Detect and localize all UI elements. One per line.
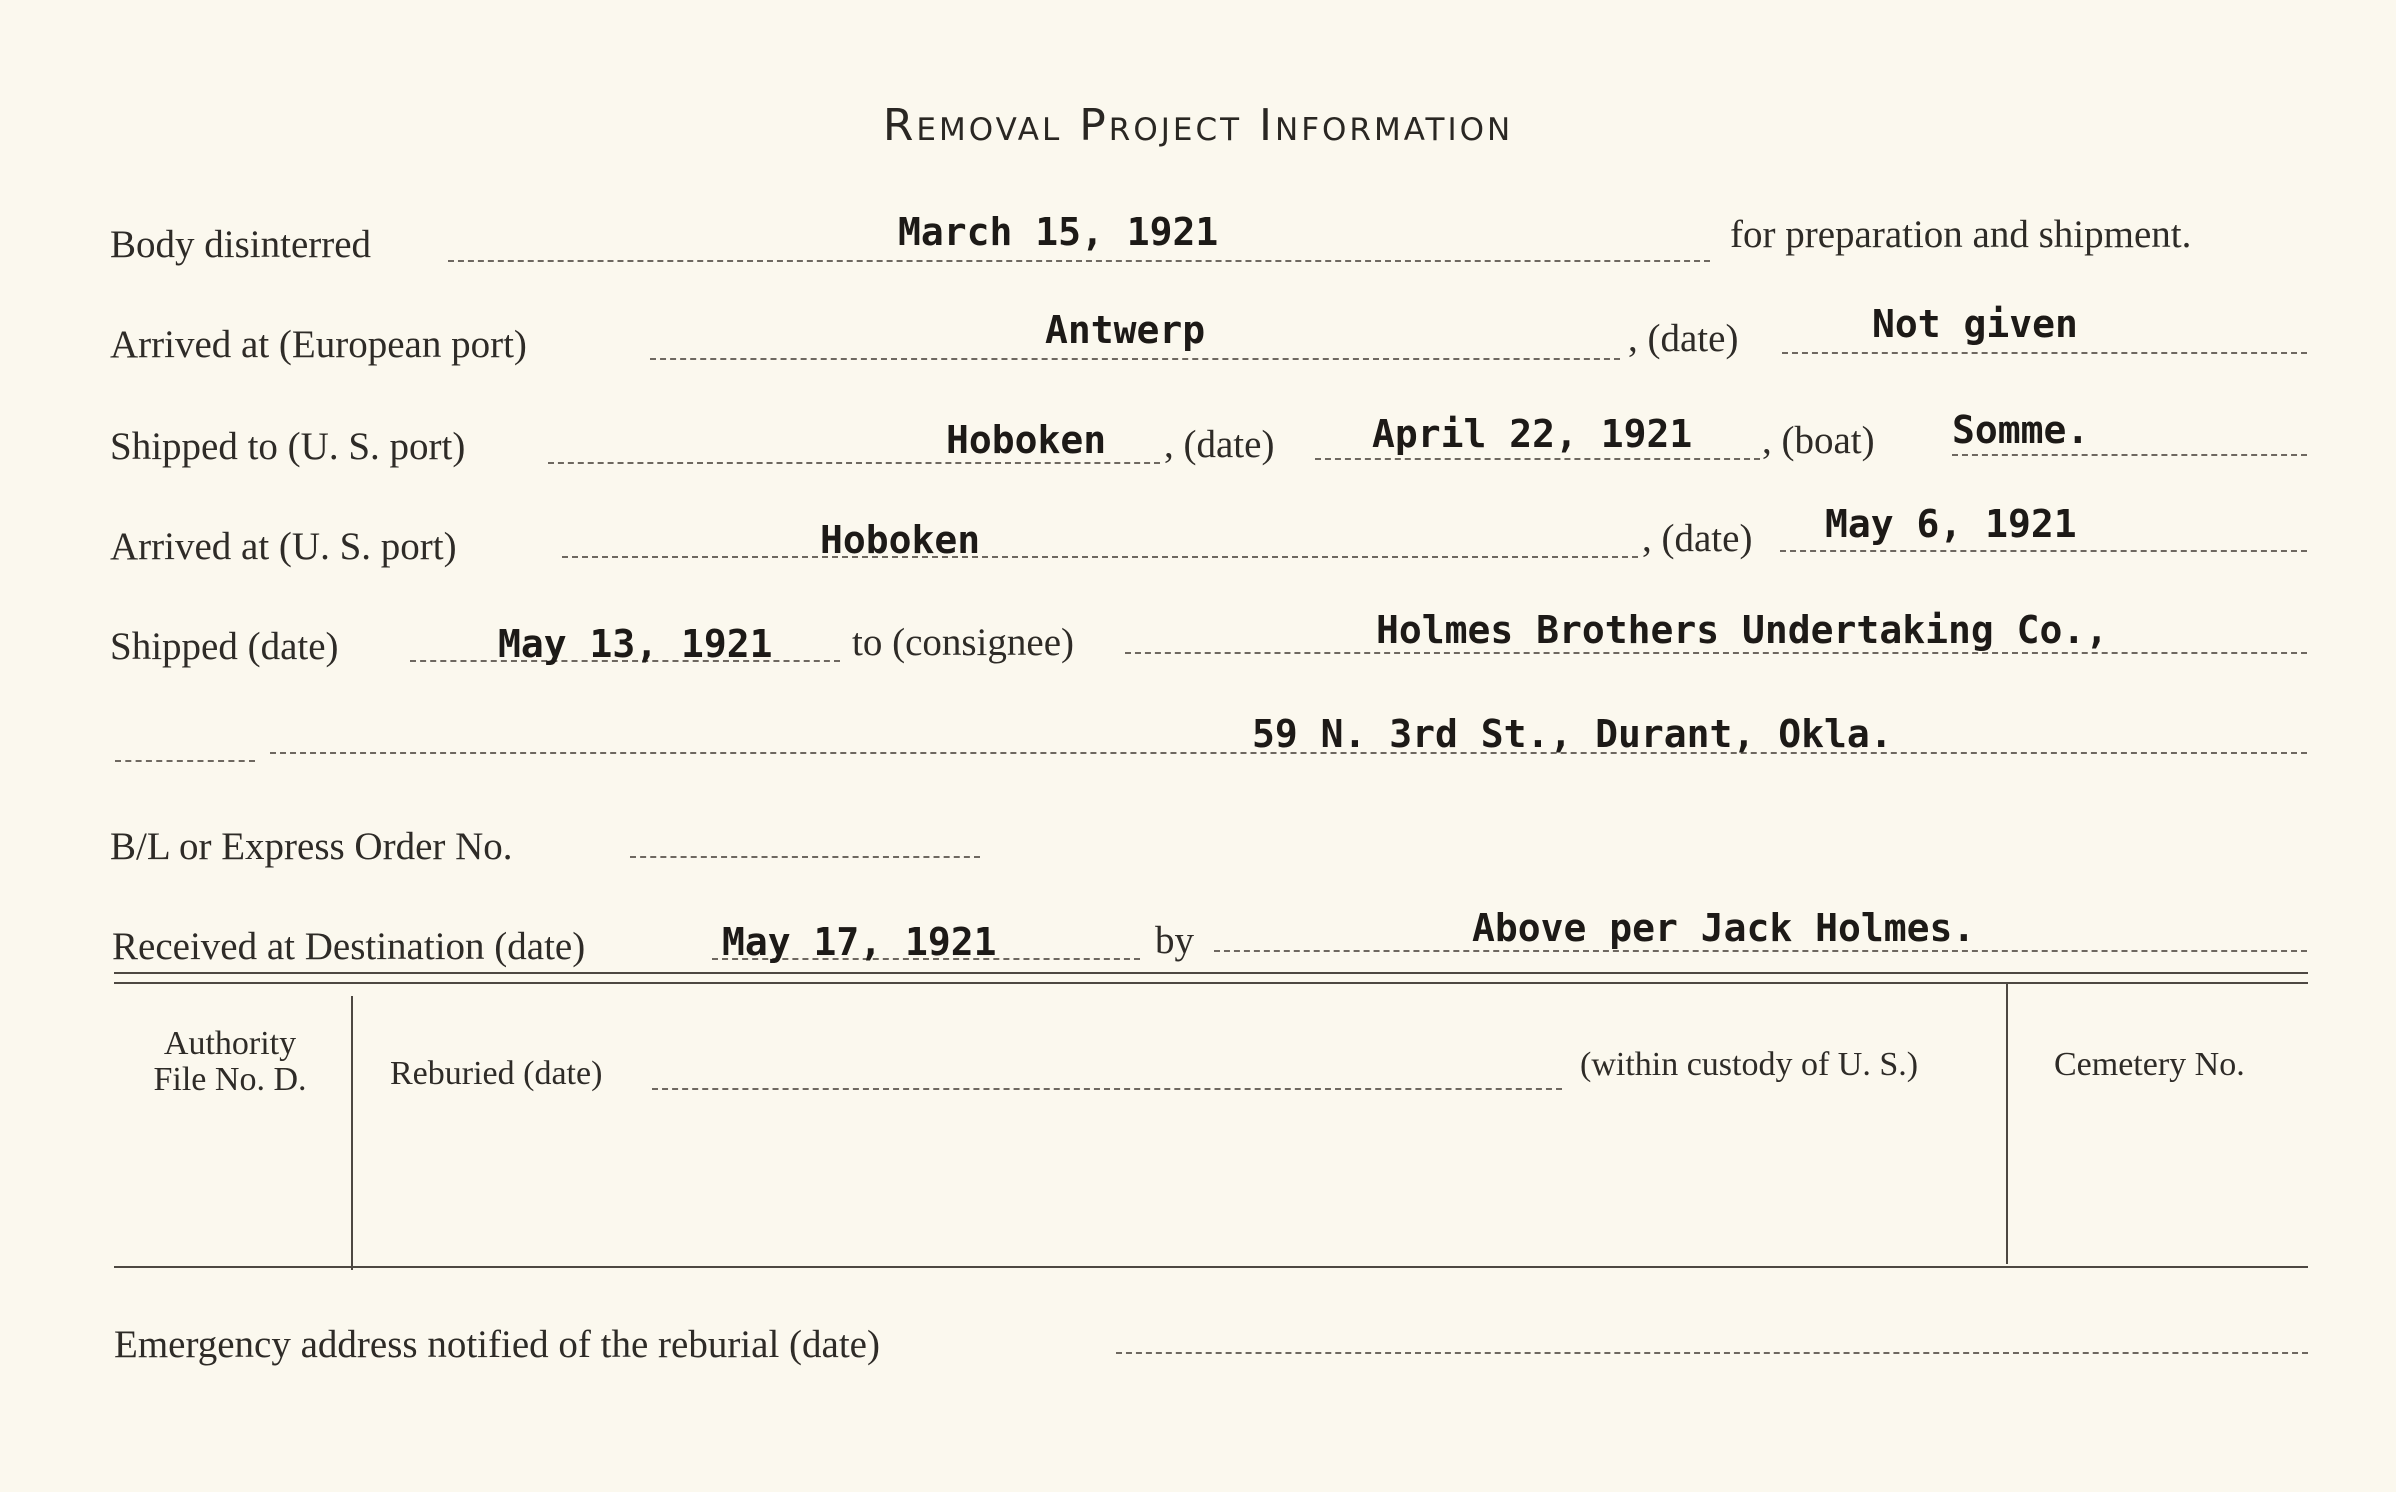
box-top-rule-2 [114, 982, 2308, 984]
shipped-consignee-value[interactable]: Holmes Brothers Undertaking Co., [1376, 608, 2109, 652]
received-label: Received at Destination (date) [112, 925, 586, 968]
arrived-us-port-value[interactable]: Hoboken [820, 518, 981, 562]
arrived-european-label: Arrived at (European port) [110, 323, 527, 366]
reburied-label: Reburied (date) [390, 1055, 603, 1092]
shipped-to-us-boat-line [1952, 454, 2307, 456]
bl-order-label: B/L or Express Order No. [110, 825, 513, 868]
received-by-label: by [1155, 919, 1194, 962]
authority-label [116, 1026, 344, 1098]
card-title: Removal Project Information [882, 100, 1514, 151]
shipped-to-us-label: Shipped to (U. S. port) [110, 425, 466, 468]
arrived-european-date-value[interactable]: Not given [1872, 302, 2078, 346]
body-disinterred-suffix: for preparation and shipment. [1730, 213, 2192, 256]
arrived-european-port-line [650, 358, 1620, 360]
arrived-european-date-line [1782, 352, 2307, 354]
shipped-to-us-boat-label: , (boat) [1762, 419, 1875, 462]
address-value[interactable]: 59 N. 3rd St., Durant, Okla. [1252, 712, 1893, 756]
reburied-line[interactable] [652, 1088, 1562, 1090]
address-line-start [115, 760, 255, 762]
body-disinterred-value[interactable]: March 15, 1921 [898, 210, 1219, 254]
arrived-us-label: Arrived at (U. S. port) [110, 525, 457, 568]
cemetery-label: Cemetery No. [2054, 1046, 2245, 1083]
received-date-value[interactable]: May 17, 1921 [722, 920, 997, 964]
shipped-to-us-date-label: , (date) [1164, 423, 1275, 466]
received-by-value[interactable]: Above per Jack Holmes. [1472, 906, 1976, 950]
arrived-european-port-value[interactable]: Antwerp [1045, 308, 1206, 352]
emergency-label: Emergency address notified of the reburial (date) [114, 1323, 880, 1366]
box-bottom-rule [114, 1266, 2308, 1268]
received-by-line [1214, 950, 2307, 952]
shipped-date-value[interactable]: May 13, 1921 [498, 622, 773, 666]
shipped-to-us-date-line [1315, 458, 1760, 460]
authority-line1: Authority [163, 1025, 297, 1062]
shipped-consignee-line [1125, 652, 2307, 654]
shipped-consignee-label: to (consignee) [852, 621, 1075, 664]
arrived-european-date-label: , (date) [1628, 317, 1739, 360]
body-disinterred-line [448, 260, 1710, 262]
emergency-line[interactable] [1116, 1352, 2308, 1354]
arrived-us-port-line [562, 556, 1638, 558]
shipped-to-us-port-line [548, 462, 1160, 464]
arrived-us-date-label: , (date) [1642, 517, 1753, 560]
body-disinterred-label: Body disinterred [110, 223, 372, 266]
arrived-us-date-line [1780, 550, 2307, 552]
box-top-rule-1 [114, 972, 2308, 974]
box-divider-left [351, 996, 353, 1270]
shipped-to-us-boat-value[interactable]: Somme. [1952, 408, 2090, 452]
bl-order-line[interactable] [630, 856, 980, 858]
shipped-to-us-date-value[interactable]: April 22, 1921 [1372, 412, 1693, 456]
custody-label: (within custody of U. S.) [1580, 1046, 1919, 1083]
shipped-to-us-port-value[interactable]: Hoboken [946, 418, 1107, 462]
box-divider-right [2006, 984, 2008, 1264]
authority-line2: File No. D. [153, 1061, 307, 1098]
shipped-label: Shipped (date) [110, 625, 339, 668]
arrived-us-date-value[interactable]: May 6, 1921 [1825, 502, 2077, 546]
